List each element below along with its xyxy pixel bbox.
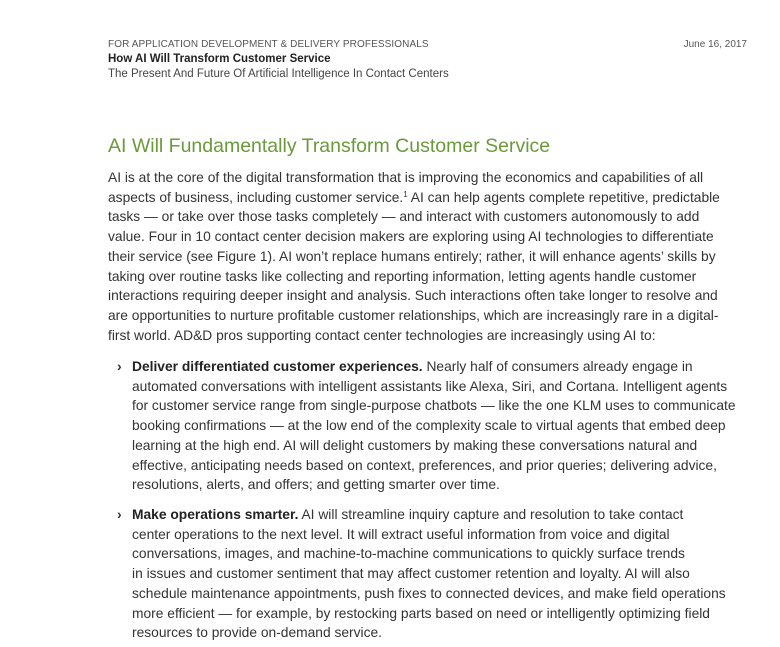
chevron-right-icon: › <box>117 358 122 374</box>
bullet-line-text: Nearly half of consumers already engage in <box>422 359 693 374</box>
bullet-line: more efficient — for example, by restocking parts based on need or intelligently optimizing field <box>132 605 710 621</box>
bullet-line: in issues and customer sentiment that may affect customer retention and loyalty. AI will also <box>132 566 690 582</box>
bullet-line: booking confirmations — at the low end of the complexity scale to virtual agents that embed deep <box>132 418 726 434</box>
intro-line: value. Four in 10 contact center decision makers are exploring using AI technologies to differentiate <box>108 229 714 245</box>
intro-line: interactions requiring deeper insight and analysis. Such interactions often take longer to resolve and <box>108 288 718 304</box>
bullet-line: effective, anticipating needs based on context, preferences, and prior queries; delivering advice, <box>132 457 717 473</box>
intro-line: tasks — or take over those tasks completely — and interact with customers autonomously to add <box>108 209 700 225</box>
footnote-marker[interactable]: 1 <box>403 189 408 199</box>
section-heading: AI Will Fundamentally Transform Customer Service <box>108 135 551 157</box>
intro-line-text: AI can help agents complete repetitive, predictable <box>407 189 720 205</box>
report-category: FOR APPLICATION DEVELOPMENT & DELIVERY PROFESSIONALS <box>108 39 429 50</box>
intro-line: are opportunities to nurture profitable customer relationships, which are increasingly rare in a digital- <box>108 307 719 323</box>
bullet-line <box>132 357 758 377</box>
bullet-line: learning at the high end. AI will delight customers by making these conversations natural and <box>132 437 698 453</box>
intro-line: their service (see Figure 1). AI won’t replace humans entirely; rather, it will enhance agents’ skills by <box>108 248 716 264</box>
intro-line-text: aspects of business, including customer service. <box>108 189 404 205</box>
intro-paragraph <box>108 168 756 345</box>
intro-line: taking over routine tasks like collecting and reporting information, letting agents handle customer <box>108 268 697 284</box>
bullet-line: center operations to the next level. It will extract useful information from voice and digital <box>132 526 670 542</box>
intro-line: AI is at the core of the digital transformation that is improving the economics and capabilities of all <box>108 170 704 185</box>
report-title: How AI Will Transform Customer Service <box>108 53 331 65</box>
bullet-line: for customer service range from single-purpose chatbots — like the one KLM uses to communicate <box>132 398 736 414</box>
bullet-paragraph <box>132 357 758 495</box>
bullet-line-text: AI will streamline inquiry capture and resolution to take contact <box>298 507 684 522</box>
bullet-line: resources to provide on-demand service. <box>132 625 383 641</box>
intro-line: first world. AD&D pros supporting contact center technologies are increasingly using AI to: <box>108 327 656 343</box>
bullet-line <box>132 505 758 525</box>
intro-line <box>108 188 756 208</box>
bullet-lead: Deliver differentiated customer experiences. <box>132 359 423 374</box>
bullet-line: schedule maintenance appointments, push fixes to connected devices, and make field operations <box>132 585 726 601</box>
report-subtitle: The Present And Future Of Artificial Intelligence In Contact Centers <box>108 68 449 80</box>
bullet-line: automated conversations with intelligent assistants like Alexa, Siri, and Cortana. Intelligent agents <box>132 378 728 394</box>
report-date: June 16, 2017 <box>683 39 747 50</box>
bullet-line: conversations, images, and machine-to-machine communications to quickly surface trends <box>132 546 685 562</box>
bullet-lead: Make operations smarter. <box>132 507 299 522</box>
bullet-paragraph <box>132 505 758 643</box>
bullet-line: resolutions, alerts, and offers; and getting smarter over time. <box>132 477 500 493</box>
chevron-right-icon: › <box>117 506 122 522</box>
